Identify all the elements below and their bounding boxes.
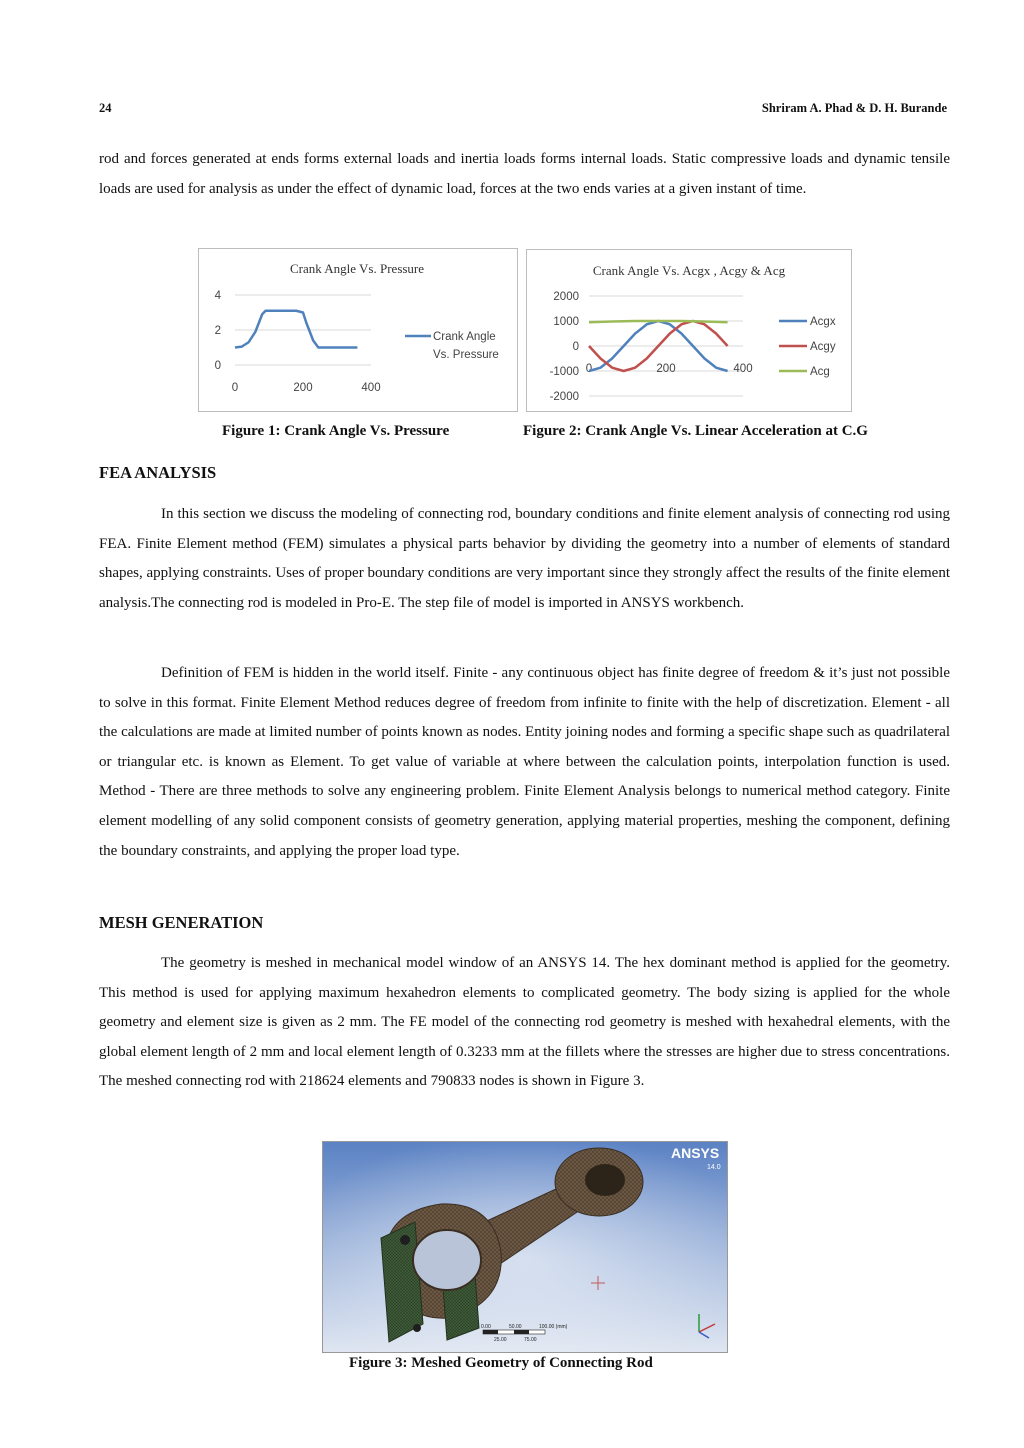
figure-1-y-tick: 4 xyxy=(214,290,221,302)
figure-2-chart xyxy=(526,249,852,412)
section-heading-fea: FEA ANALYSIS xyxy=(99,463,217,482)
figure-2-title: Crank Angle Vs. Acgx , Acgy & Acg xyxy=(592,263,786,278)
figure-1-x-tick: 400 xyxy=(361,382,381,394)
figure-1-legend-line-1: Crank Angle xyxy=(433,331,496,343)
fea-paragraph-2: Definition of FEM is hidden in the world itself. Finite - any continuous object has finite degree of freedom & it’s just not possible to solve in this format. Finite Element Method reduces degree of freedom from infinite to finite with the help of discretization. Element - all the calculations are made at limited number of points known as nodes. Entity joining nodes and forming a specific shape such as quadrilateral or triangular etc. is known as Element. To get value of variable at where between the calculation points, interpolation function is used. Method - There are three methods to solve any engineering problem. Finite Element Analysis belongs to numerical method category. Finite element modelling of any solid component consists of geometry generation, applying material properties, meshing the component, defining the boundary constraints, and applying the proper load type. xyxy=(99,665,951,859)
figure-2-y-tick: 0 xyxy=(572,341,579,353)
header-authors: Shriram A. Phad & D. H. Burande xyxy=(761,101,947,115)
figure-1-y-tick: 2 xyxy=(214,325,221,337)
figure-2-y-tick: -2000 xyxy=(549,391,579,403)
figure-1-x-tick: 200 xyxy=(293,382,313,394)
fea-paragraph-1: In this section we discuss the modeling of connecting rod, boundary conditions and finite element analysis of connecting rod using FEA. Finite Element method (FEM) simulates a physical parts behavior by dividing the geometry into a number of elements of standard shapes, applying constraints. Uses of proper boundary conditions are very important since they strongly affect the results of the finite element analysis.The connecting rod is modeled in Pro-E. The step file of model is imported in ANSYS workbench. xyxy=(99,506,950,611)
ansys-version: 14.0 xyxy=(707,1164,721,1171)
scale-label-3: 25.00 xyxy=(494,1337,507,1343)
figure-2-series-acg xyxy=(589,321,728,322)
ansys-logo: ANSYS xyxy=(671,1145,720,1161)
figure-2-caption: Figure 2: Crank Angle Vs. Linear Acceleration at C.G xyxy=(523,423,868,439)
figure-2-x-tick: 400 xyxy=(733,363,753,375)
figure-2-legend-acg: Acg xyxy=(810,366,830,378)
figure-2-legend-acgy: Acgy xyxy=(810,341,836,353)
figure-2-x-tick: 200 xyxy=(656,363,676,375)
figure-2-legend-acgx: Acgx xyxy=(810,316,836,328)
figure-1-chart xyxy=(198,248,518,412)
figure-1-caption: Figure 1: Crank Angle Vs. Pressure xyxy=(222,423,450,439)
page-number: 24 xyxy=(99,101,112,115)
meshed-connecting-rod-render xyxy=(323,1142,727,1352)
figure-2-plot xyxy=(527,250,851,411)
figure-1-legend-line-2: Vs. Pressure xyxy=(433,349,499,361)
figure-1-plot xyxy=(199,249,517,411)
figure-2-y-tick: 1000 xyxy=(553,316,579,328)
figure-1-y-tick: 0 xyxy=(214,360,221,372)
scale-label-2: 100.00 (mm) xyxy=(539,1324,568,1330)
intro-paragraph: rod and forces generated at ends forms external loads and inertia loads forms internal loads. Static compressive loads and dynamic tensile loads are used for analysis as under the effect of dynamic load, forces at the two ends varies at a given instant of time. xyxy=(99,151,950,197)
scale-label-0: 0.00 xyxy=(481,1324,491,1330)
figure-1-x-tick: 0 xyxy=(231,382,239,394)
figure-2-y-tick: 2000 xyxy=(553,291,579,303)
figure-3-image xyxy=(322,1141,728,1353)
mesh-paragraph-1: The geometry is meshed in mechanical model window of an ANSYS 14. The hex dominant method is applied for the geometry. This method is used for applying maximum hexahedron elements to complicated geometry. The body sizing is applied for the whole geometry and element size is given as 2 mm. The FE model of the connecting rod geometry is meshed with hexahedral elements, with the global element length of 2 mm and local element length of 0.3233 mm at the fillets where the stresses are higher due to stress concentrations. The meshed connecting rod with 218624 elements and 790833 nodes is shown in Figure 3. xyxy=(99,955,950,1090)
figure-1-title: Crank Angle Vs. Pressure xyxy=(289,261,425,276)
scale-label-4: 75.00 xyxy=(524,1337,537,1343)
figure-2-x-tick: 0 xyxy=(585,363,593,375)
figure-1-series-line xyxy=(235,311,357,348)
figure-3-caption: Figure 3: Meshed Geometry of Connecting Rod xyxy=(349,1355,653,1371)
section-heading-mesh: MESH GENERATION xyxy=(99,913,264,932)
figure-2-y-tick: -1000 xyxy=(549,366,579,378)
scale-label-1: 50.00 xyxy=(509,1324,522,1330)
